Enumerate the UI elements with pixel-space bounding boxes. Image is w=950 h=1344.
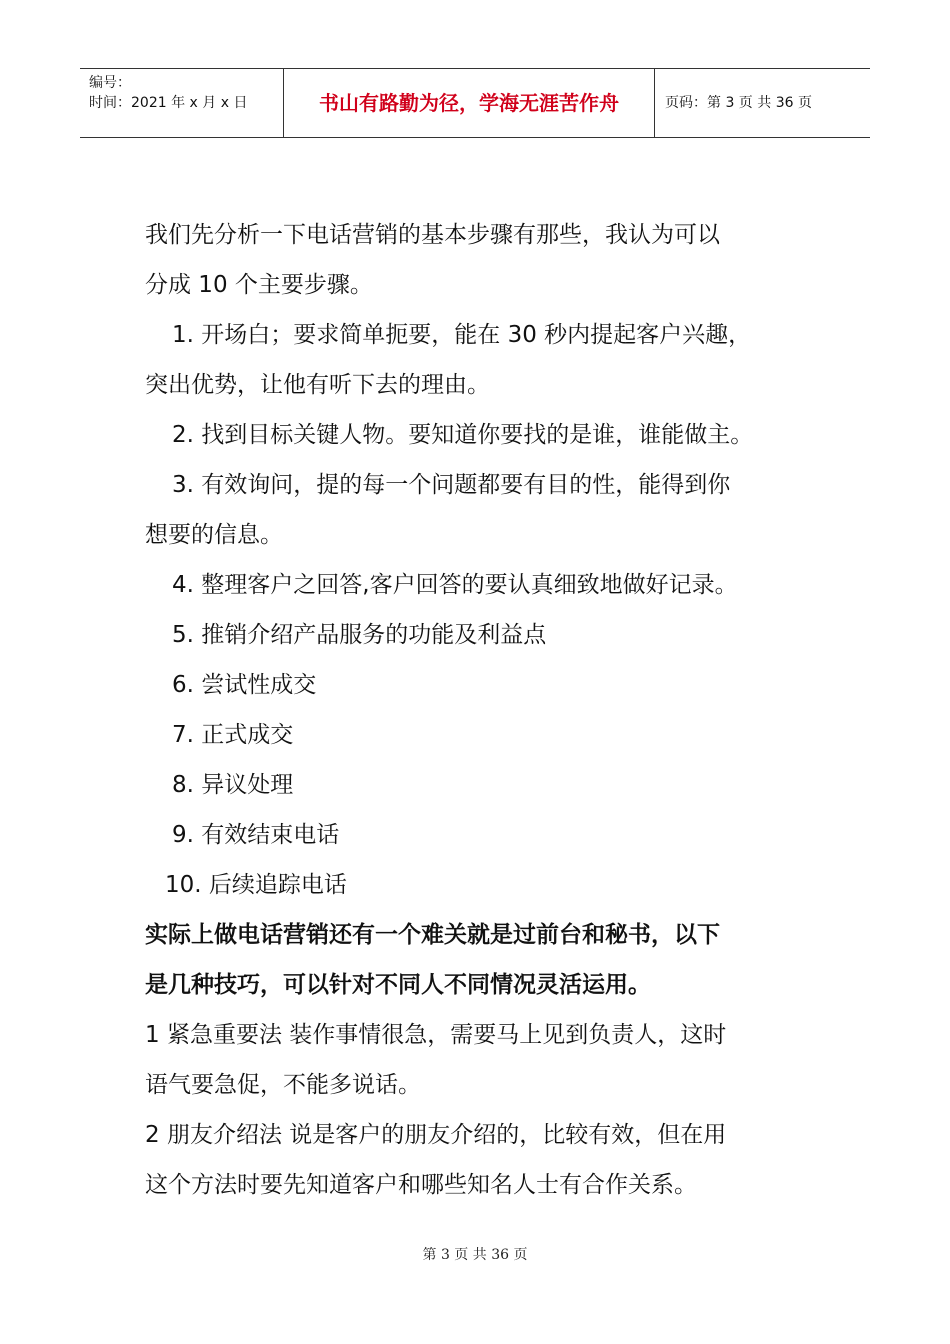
technique-item: 2 朋友介绍法 说是客户的朋友介绍的，比较有效，但在用 bbox=[145, 1122, 727, 1148]
bold-paragraph-line: 实际上做电话营销还有一个难关就是过前台和秘书，以下 bbox=[145, 922, 720, 948]
step-item: 9. 有效结束电话 bbox=[172, 822, 340, 848]
step-item: 8. 异议处理 bbox=[172, 772, 294, 798]
technique-item: 1 紧急重要法 装作事情很急，需要马上见到负责人，这时 bbox=[145, 1022, 727, 1048]
step-item: 2. 找到目标关键人物。要知道你要找的是谁，谁能做主。 bbox=[172, 422, 754, 448]
step-item: 3. 有效询问，提的每一个问题都要有目的性，能得到你 bbox=[172, 472, 731, 498]
document-header bbox=[80, 68, 870, 138]
step-item: 10. 后续追踪电话 bbox=[165, 872, 347, 898]
step-item: 1. 开场白；要求简单扼要，能在 30 秒内提起客户兴趣， bbox=[172, 322, 752, 348]
body-line: 语气要急促，不能多说话。 bbox=[145, 1072, 421, 1098]
body-line: 想要的信息。 bbox=[145, 522, 283, 548]
body-line: 分成 10 个主要步骤。 bbox=[145, 272, 373, 298]
header-number-label: 编号： bbox=[89, 75, 131, 91]
body-line: 我们先分析一下电话营销的基本步骤有那些，我认为可以 bbox=[145, 222, 720, 248]
header-page-info: 页码：第 3 页 共 36 页 bbox=[665, 95, 812, 111]
page-footer: 第 3 页 共 36 页 bbox=[422, 1247, 528, 1263]
header-motto: 书山有路勤为径，学海无涯苦作舟 bbox=[283, 69, 655, 137]
body-line: 突出优势，让他有听下去的理由。 bbox=[145, 372, 490, 398]
bold-paragraph-line: 是几种技巧，可以针对不同人不同情况灵活运用。 bbox=[145, 972, 651, 998]
step-item: 7. 正式成交 bbox=[172, 722, 294, 748]
header-time-label: 时间：2021 年 x 月 x 日 bbox=[89, 95, 248, 111]
step-item: 4. 整理客户之回答,客户回答的要认真细致地做好记录。 bbox=[172, 572, 738, 598]
step-item: 5. 推销介绍产品服务的功能及利益点 bbox=[172, 622, 547, 648]
header-meta bbox=[80, 69, 283, 137]
body-line: 这个方法时要先知道客户和哪些知名人士有合作关系。 bbox=[145, 1172, 697, 1198]
step-item: 6. 尝试性成交 bbox=[172, 672, 317, 698]
